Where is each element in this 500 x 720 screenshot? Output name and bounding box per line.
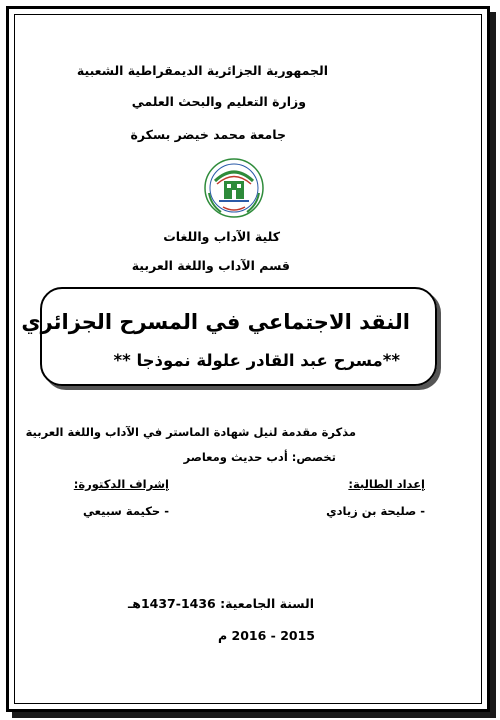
academic-year: السنة الجامعية: 1436-1437هـ (128, 596, 314, 611)
student-name: - صليحة بن زيادي (326, 504, 425, 518)
page-shadow-right (490, 12, 496, 716)
page-shadow-bottom (12, 712, 496, 718)
thesis-note: مذكرة مقدمة لنيل شهادة الماستر في الآداب واللغة العربية (25, 425, 356, 439)
university-name: جامعة محمد خيضر بسكرة (130, 127, 286, 142)
thesis-subtitle: **مسرح عبد القادر علولة نموذجا ** (113, 351, 400, 370)
supervisor-name: - حكيمة سبيعي (83, 504, 169, 518)
republic-name: الجمهورية الجزائرية الديمقراطية الشعبية (76, 63, 328, 78)
title-box (40, 287, 437, 386)
department-name: قسم الآداب واللغة العربية (131, 258, 290, 273)
thesis-title: النقد الاجتماعي في المسرح الجزائري (21, 310, 410, 334)
prepared-by-label: إعداد الطالبة: (348, 477, 425, 491)
faculty-name: كلية الآداب واللغات (163, 229, 280, 244)
ministry-name: وزارة التعليم والبحث العلمي (131, 94, 306, 109)
gregorian-year: 2015 - 2016 م (217, 628, 315, 643)
specialization: تخصص: أدب حديث ومعاصر (183, 450, 336, 464)
university-seal-icon (203, 157, 265, 221)
supervised-by-label: إشراف الدكتورة: (73, 477, 169, 491)
